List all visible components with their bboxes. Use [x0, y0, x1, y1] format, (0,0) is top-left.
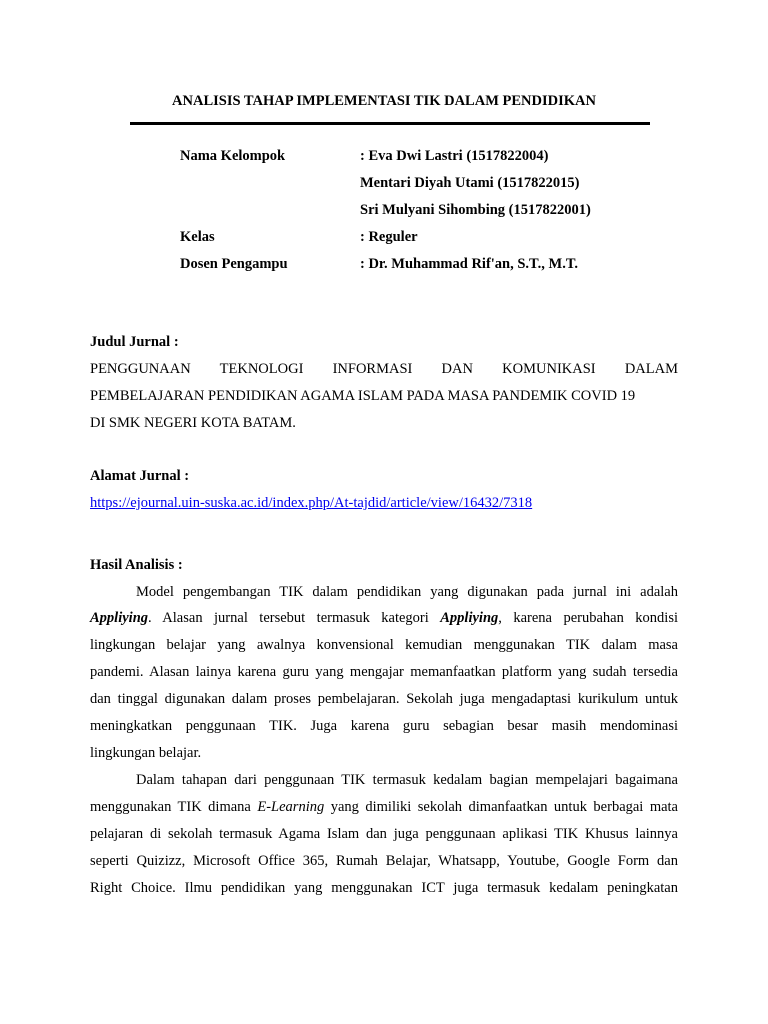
p1-line-7: lingkungan belajar. [90, 745, 202, 761]
elearning-term: E-Learning [257, 799, 325, 815]
p1-line-1: Model pengembangan TIK dalam pendidikan yang digunakan pada jurnal ini adalah [136, 584, 678, 600]
p2-line-4: seperti Quizizz, Microsoft Office 365, Rumah Belajar, Whatsapp, Youtube, Google Form dan [90, 853, 678, 869]
p2-line-3: pelajaran di sekolah termasuk Agama Islam dan juga penggunaan aplikasi TIK Khusus lainnya [90, 826, 678, 842]
judul-line-1: PENGGUNAAN TEKNOLOGI INFORMASI DAN KOMUNIKASI DALAM [90, 361, 678, 377]
p1-line-5: dan tinggal digunakan dalam proses pembelajaran. Sekolah juga mengadaptasi kurikulum untuk [90, 691, 678, 707]
p1-line-2-text-b: , karena perubahan kondisi [498, 610, 678, 626]
p2-line-1: Dalam tahapan dari penggunaan TIK termasuk kedalam bagian mempelajari bagaimana [136, 772, 678, 788]
p1-line-2-text-a: . Alasan jurnal tersebut termasuk kategori [148, 610, 441, 626]
member-1: : Eva Dwi Lastri (1517822004) [360, 148, 549, 164]
p1-line-2 [90, 610, 678, 627]
appliying-term-1: Appliying [90, 610, 149, 626]
document-title: ANALISIS TAHAP IMPLEMENTASI TIK DALAM PENDIDIKAN [172, 93, 596, 109]
p2-line-2-text-a: menggunakan TIK dimana [90, 799, 258, 815]
p2-line-2-text-b: yang dimiliki sekolah dimanfaatkan untuk berbagai mata [324, 799, 678, 815]
judul-line-2: PEMBELAJARAN PENDIDIKAN AGAMA ISLAM PADA MASA PANDEMIK COVID 19 [90, 388, 636, 404]
judul-line-3: DI SMK NEGERI KOTA BATAM. [90, 415, 296, 431]
dosen-label: Dosen Pengampu [180, 256, 288, 272]
p2-line-2 [90, 799, 678, 816]
dosen-value: : Dr. Muhammad Rif'an, S.T., M.T. [360, 256, 579, 272]
judul-heading: Judul Jurnal : [90, 334, 179, 350]
member-3: Sri Mulyani Sihombing (1517822001) [360, 202, 591, 218]
member-2: Mentari Diyah Utami (1517822015) [360, 175, 580, 191]
p1-line-6: meningkatkan penggunaan TIK. Juga karena guru sebagian besar masih mendominasi [90, 718, 678, 734]
appliying-term-2: Appliying [440, 610, 499, 626]
p1-line-4: pandemi. Alasan lainya karena guru yang mengajar memanfaatkan platform yang sudah tersedia [90, 664, 678, 680]
journal-link[interactable]: https://ejournal.uin-suska.ac.id/index.php/At-tajdid/article/view/16432/7318 [90, 495, 533, 511]
kelompok-label: Nama Kelompok [180, 148, 286, 164]
p1-line-3: lingkungan belajar yang awalnya konvensional kemudian menggunakan TIK dalam masa [90, 637, 678, 653]
alamat-heading: Alamat Jurnal : [90, 468, 190, 484]
kelas-label: Kelas [180, 229, 215, 245]
hasil-heading: Hasil Analisis : [90, 557, 183, 573]
p2-line-5: Right Choice. Ilmu pendidikan yang menggunakan ICT juga termasuk kedalam peningkatan [90, 880, 678, 896]
journal-link-line [90, 495, 678, 512]
kelas-value: : Reguler [360, 229, 418, 245]
title-divider [130, 122, 650, 125]
